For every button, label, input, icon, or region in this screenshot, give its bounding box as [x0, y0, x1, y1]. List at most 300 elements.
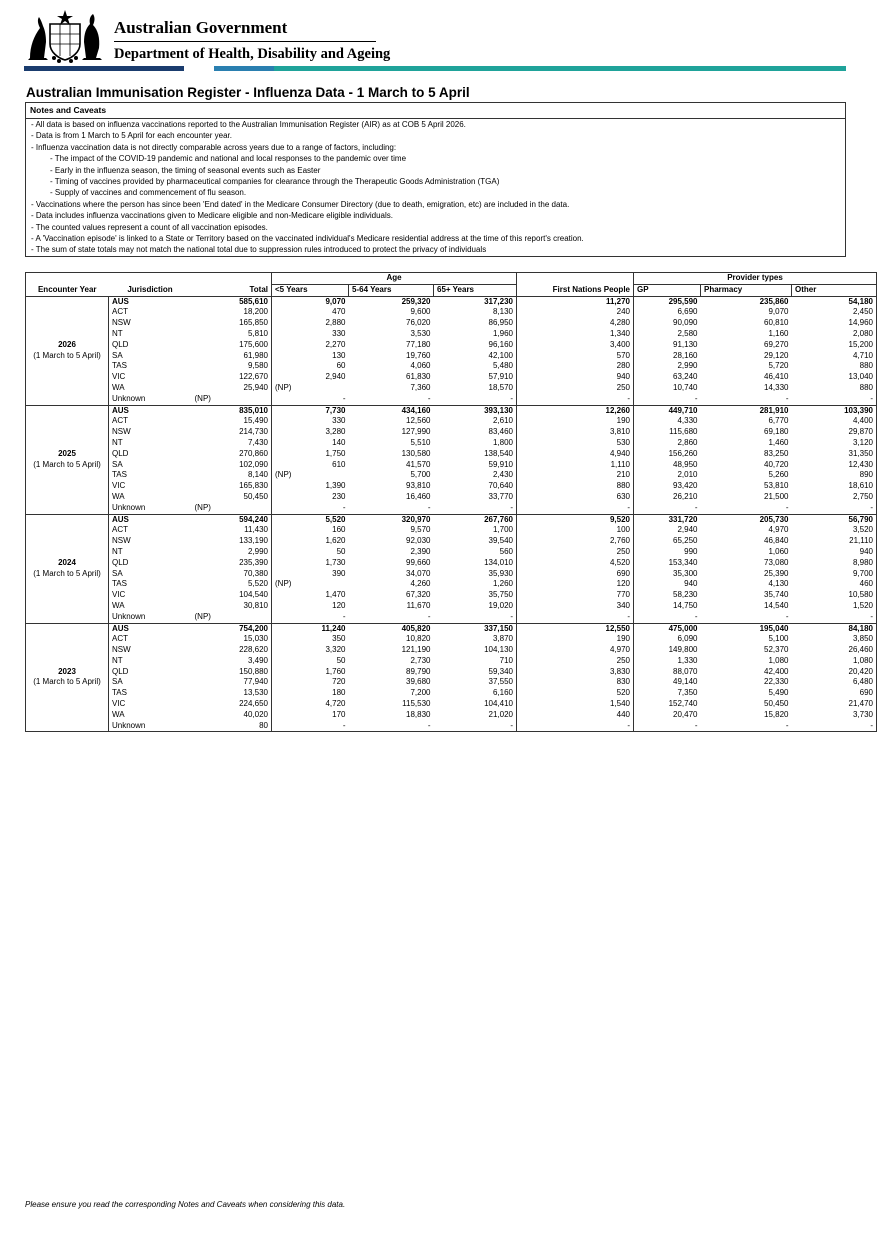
age-65-plus-cell: - [510, 611, 513, 621]
under-5-value: 60 [336, 361, 346, 371]
under-5-cell [272, 569, 349, 580]
under-5-value: 7,730 [325, 405, 346, 415]
total-value: 15,030 [243, 634, 268, 644]
jurisdiction-cell: QLD [112, 339, 129, 349]
jurisdiction-cell: QLD [112, 666, 129, 676]
col-other: Other [792, 284, 877, 296]
pharmacy-cell: 40,720 [764, 459, 789, 469]
age-65-plus-cell: 267,760 [434, 514, 517, 525]
first-nations-cell: 3,400 [517, 340, 634, 351]
pharmacy-cell: 281,910 [701, 405, 792, 416]
under-5-cell [272, 688, 349, 699]
gp-cell: 2,580 [634, 329, 701, 340]
pharmacy-cell: 5,720 [768, 361, 789, 371]
age-65-plus-cell: 42,100 [488, 350, 513, 360]
first-nations-cell: - [517, 503, 634, 514]
age-65-plus-cell: 59,340 [488, 666, 513, 676]
under-5-value: 50 [336, 546, 346, 556]
age-5-64-cell: 2,390 [410, 546, 431, 556]
table-row [26, 470, 877, 481]
first-nations-cell: 120 [517, 579, 634, 590]
encounter-year-cell [26, 569, 109, 580]
table-row [26, 329, 877, 340]
under-5-cell [272, 460, 349, 471]
under-5-value: 1,620 [325, 536, 346, 546]
gp-cell: 10,740 [634, 383, 701, 394]
other-cell: 460 [792, 579, 877, 590]
total-cell [192, 612, 272, 623]
pharmacy-cell: 83,250 [764, 448, 789, 458]
age-5-64-cell: - [427, 611, 431, 621]
page-header [24, 8, 854, 68]
age-5-64-cell: 320,970 [349, 514, 434, 525]
age-5-64-cell: 12,560 [406, 416, 431, 426]
gp-cell: 35,300 [634, 569, 701, 580]
age-5-64-cell: 2,730 [410, 655, 431, 665]
encounter-year-cell [26, 590, 109, 601]
total-value: 270,860 [239, 448, 268, 458]
total-cell [192, 623, 272, 634]
under-5-value: 3,280 [325, 427, 346, 437]
other-cell: 14,960 [792, 318, 877, 329]
gp-cell: 449,710 [634, 405, 701, 416]
first-nations-cell: 100 [517, 525, 634, 536]
under-5-value: 350 [332, 634, 346, 644]
age-5-64-cell: 77,180 [406, 339, 431, 349]
age-5-64-cell: 130,580 [401, 448, 431, 458]
encounter-year-cell [26, 351, 109, 362]
first-nations-cell: 570 [517, 351, 634, 362]
under-5-value: 470 [332, 307, 346, 317]
encounter-year-cell [26, 579, 109, 590]
jurisdiction-cell: NSW [112, 536, 131, 546]
table-row [26, 460, 877, 471]
other-cell: 880 [792, 383, 877, 394]
first-nations-cell: 440 [517, 710, 634, 721]
table-row [26, 634, 877, 645]
other-cell: - [792, 612, 877, 623]
table-row [26, 656, 877, 667]
age-65-plus-cell: 35,750 [488, 590, 513, 600]
under-5-cell [272, 470, 349, 481]
pharmacy-cell: 1,460 [768, 437, 789, 447]
under-5-cell [272, 438, 349, 449]
under-5-cell [272, 492, 349, 503]
other-cell: 2,450 [792, 307, 877, 318]
under-5-value: - [342, 502, 346, 512]
first-nations-cell: - [517, 612, 634, 623]
jurisdiction-cell: Unknown [112, 502, 146, 512]
under-5-value: 1,470 [325, 590, 346, 600]
under-5-value: - [342, 393, 346, 403]
under-5-value: 2,940 [325, 372, 346, 382]
age-group-header: Age [272, 273, 517, 285]
notes-body [26, 119, 845, 256]
pharmacy-cell: 5,490 [768, 688, 789, 698]
encounter-year-cell [26, 558, 109, 569]
jurisdiction-cell: ACT [112, 634, 128, 644]
table-row [26, 383, 877, 394]
total-value: 3,490 [247, 655, 268, 665]
pharmacy-cell: - [701, 721, 792, 732]
jurisdiction-cell: Unknown [109, 721, 192, 732]
total-value: 25,940 [243, 382, 268, 392]
suppressed-label: (NP) [275, 470, 292, 480]
under-5-cell [272, 361, 349, 372]
age-5-64-cell: 127,990 [401, 427, 431, 437]
under-5-cell [272, 677, 349, 688]
total-value: 70,380 [243, 568, 268, 578]
first-nations-cell: 1,340 [517, 329, 634, 340]
total-value: 165,830 [239, 481, 268, 491]
first-nations-cell: 340 [517, 601, 634, 612]
encounter-year-range: (1 March to 5 April) [33, 350, 101, 360]
pharmacy-cell: 1,080 [768, 655, 789, 665]
department-name: Department of Health, Disability and Ageing [114, 46, 391, 62]
encounter-year-cell [26, 372, 109, 383]
age-5-64-cell: 115,530 [402, 699, 431, 709]
total-value: 18,200 [243, 307, 268, 317]
other-cell: 29,870 [792, 427, 877, 438]
jurisdiction-cell: ACT [112, 416, 128, 426]
pharmacy-cell: 73,080 [764, 557, 789, 567]
encounter-year-cell [26, 699, 109, 710]
total-value: 77,940 [243, 677, 268, 687]
jurisdiction-cell: TAS [112, 470, 127, 480]
total-value: 122,670 [239, 372, 268, 382]
total-cell [192, 558, 272, 569]
under-5-cell [272, 416, 349, 427]
encounter-year-cell [26, 721, 109, 732]
under-5-cell [272, 699, 349, 710]
note-line: - A 'Vaccination episode' is linked to a State or Territory based on the vaccinated individual's Medicare residential address at the time of this report's creation. [31, 234, 584, 244]
under-5-cell [272, 623, 349, 634]
age-65-plus-cell: 317,230 [484, 296, 513, 306]
age-5-64-cell: 5,510 [410, 437, 431, 447]
total-cell [192, 351, 272, 362]
total-cell [192, 296, 272, 307]
table-body [26, 296, 877, 732]
note-line: - Vaccinations where the person has since been 'End dated' in the Medicare Consumer Directory (due to death, emigration, etc) are included in the data. [31, 199, 570, 209]
under-5-cell [272, 536, 349, 547]
first-nations-cell: 1,540 [517, 699, 634, 710]
table-row [26, 405, 877, 416]
under-5-value: 2,880 [325, 318, 346, 328]
note-line: - Early in the influenza season, the timing of seasonal events such as Easter [50, 165, 321, 175]
pharmacy-cell: 69,180 [764, 427, 789, 437]
total-cell [192, 394, 272, 405]
note-line: - Data includes influenza vaccinations given to Medicare eligible and non-Medicare eligible individuals. [31, 211, 393, 221]
gp-cell: 48,950 [634, 460, 701, 471]
table-row [26, 514, 877, 525]
gp-cell: 295,590 [634, 296, 701, 307]
encounter-year-cell [26, 645, 109, 656]
other-cell: 21,470 [792, 699, 877, 710]
first-nations-cell: 280 [517, 361, 634, 372]
pharmacy-cell: 1,160 [768, 328, 789, 338]
under-5-cell [272, 427, 349, 438]
encounter-year-cell [26, 394, 109, 405]
under-5-cell [272, 307, 349, 318]
gp-cell: 7,350 [634, 688, 701, 699]
first-nations-cell: 4,280 [517, 318, 634, 329]
pharmacy-cell: 46,840 [764, 536, 789, 546]
total-cell [192, 307, 272, 318]
encounter-year-cell [26, 438, 109, 449]
brand-color-bar [24, 66, 846, 71]
table-row [26, 340, 877, 351]
table-row [26, 569, 877, 580]
jurisdiction-cell: NT [112, 655, 123, 665]
other-cell: 3,730 [792, 710, 877, 721]
age-5-64-cell: - [349, 721, 434, 732]
under-5-value: 50 [336, 655, 346, 665]
age-65-plus-cell: 37,550 [488, 677, 513, 687]
col-first-nations: First Nations People [517, 284, 634, 296]
pharmacy-cell: 9,070 [768, 307, 789, 317]
first-nations-cell: 690 [517, 569, 634, 580]
gp-cell: 149,800 [634, 645, 701, 656]
gp-cell: 152,740 [634, 699, 701, 710]
jurisdiction-cell: TAS [112, 688, 127, 698]
first-nations-cell: 3,810 [517, 427, 634, 438]
gp-cell: - [634, 394, 701, 405]
total-value: 214,730 [239, 427, 268, 437]
age-5-64-cell: 7,360 [410, 382, 431, 392]
age-5-64-cell: 41,570 [406, 459, 431, 469]
jurisdiction-cell: QLD [112, 557, 129, 567]
age-65-plus-cell: 1,800 [492, 437, 513, 447]
first-nations-cell: 630 [517, 492, 634, 503]
suppressed-label: (NP) [194, 611, 211, 621]
under-5-cell [272, 351, 349, 362]
table-row [26, 688, 877, 699]
age-65-plus-cell: 1,260 [492, 579, 513, 589]
other-cell: 1,520 [792, 601, 877, 612]
pharmacy-cell: 5,260 [768, 470, 789, 480]
first-nations-cell: - [517, 721, 634, 732]
pharmacy-cell: 25,390 [764, 568, 789, 578]
age-65-plus-cell: 19,020 [488, 600, 513, 610]
other-cell: 3,520 [792, 525, 877, 536]
total-value: 80 [259, 720, 268, 730]
age-5-64-cell: 259,320 [401, 296, 431, 306]
total-value: 224,650 [239, 699, 268, 709]
under-5-cell [272, 372, 349, 383]
total-value: 50,450 [243, 491, 268, 501]
government-name: Australian Government [114, 18, 288, 37]
total-value: 9,580 [247, 361, 268, 371]
age-5-64-cell: 434,160 [349, 405, 434, 416]
table-row [26, 427, 877, 438]
other-cell: 1,080 [792, 656, 877, 667]
other-cell: 880 [792, 361, 877, 372]
age-65-plus-cell: 83,460 [488, 427, 513, 437]
gp-cell: - [634, 612, 701, 623]
col-5-64: 5-64 Years [349, 284, 434, 296]
total-cell [192, 361, 272, 372]
age-65-plus-cell: - [510, 502, 513, 512]
under-5-cell [272, 721, 349, 732]
pharmacy-cell: 53,810 [764, 481, 789, 491]
under-5-cell [272, 514, 349, 525]
encounter-year-cell [26, 612, 109, 623]
under-5-value: 11,240 [321, 623, 346, 633]
table-row [26, 503, 877, 514]
pharmacy-cell: 46,410 [764, 372, 789, 382]
total-cell [192, 372, 272, 383]
first-nations-cell: 11,270 [517, 296, 634, 307]
under-5-value: 1,750 [325, 448, 346, 458]
total-cell [192, 590, 272, 601]
first-nations-cell: 9,520 [517, 514, 634, 525]
pharmacy-cell: 14,330 [764, 382, 789, 392]
other-cell: 2,080 [792, 329, 877, 340]
other-cell: 9,700 [792, 569, 877, 580]
note-line: - The impact of the COVID-19 pandemic and national and local responses to the pandemic over time [50, 154, 407, 164]
age-65-plus-cell: 33,770 [488, 491, 513, 501]
total-cell [192, 688, 272, 699]
other-cell: - [792, 394, 877, 405]
jurisdiction-cell: SA [112, 568, 123, 578]
total-cell [192, 699, 272, 710]
total-cell [192, 449, 272, 460]
age-65-plus-cell: 3,870 [492, 634, 513, 644]
pharmacy-cell: 29,120 [764, 350, 789, 360]
gp-cell: 475,000 [634, 623, 701, 634]
gp-cell: 940 [634, 579, 701, 590]
pharmacy-cell: - [785, 502, 789, 512]
jurisdiction-cell: NT [112, 328, 123, 338]
first-nations-cell: - [517, 394, 634, 405]
encounter-year: 2026 [58, 339, 76, 349]
age-5-64-cell: 19,760 [406, 350, 431, 360]
under-5-value: 180 [332, 688, 346, 698]
under-5-value: 330 [332, 416, 346, 426]
other-cell: 20,420 [792, 667, 877, 678]
gp-cell: 20,470 [634, 710, 701, 721]
table-row [26, 416, 877, 427]
first-nations-cell: 240 [517, 307, 634, 318]
total-cell [192, 710, 272, 721]
gp-cell: 88,070 [634, 667, 701, 678]
under-5-value: 140 [332, 437, 346, 447]
first-nations-cell: 250 [517, 383, 634, 394]
total-value: 15,490 [243, 416, 268, 426]
table-row [26, 492, 877, 503]
gp-cell: 990 [634, 547, 701, 558]
under-5-cell [272, 656, 349, 667]
first-nations-cell: 4,970 [517, 645, 634, 656]
age-5-64-cell: 92,030 [406, 536, 431, 546]
first-nations-cell: 2,760 [517, 536, 634, 547]
col-65-plus: 65+ Years [434, 284, 517, 296]
encounter-year-cell [26, 492, 109, 503]
note-line: - The sum of state totals may not match the national total due to suppression rules introduced to protect the privacy of individuals [31, 245, 487, 255]
under-5-value: 1,390 [325, 481, 346, 491]
total-cell [192, 645, 272, 656]
jurisdiction-cell: AUS [112, 296, 129, 306]
jurisdiction-cell: Unknown [112, 611, 146, 621]
suppressed-label: (NP) [194, 393, 211, 403]
pharmacy-cell: 1,060 [768, 546, 789, 556]
pharmacy-cell: - [785, 611, 789, 621]
total-value: 228,620 [239, 645, 268, 655]
table-row [26, 394, 877, 405]
table-row [26, 558, 877, 569]
first-nations-cell: 190 [517, 416, 634, 427]
jurisdiction-cell: WA [112, 600, 125, 610]
pharmacy-cell: 21,500 [764, 491, 789, 501]
encounter-year-cell [26, 656, 109, 667]
note-line: - Data is from 1 March to 5 April for each encounter year. [31, 131, 232, 141]
encounter-year-cell [26, 623, 109, 634]
total-value: 13,530 [243, 688, 268, 698]
under-5-value: 2,270 [325, 339, 346, 349]
age-5-64-cell: 99,660 [406, 557, 431, 567]
under-5-value: 330 [332, 328, 346, 338]
encounter-year: 2025 [58, 448, 76, 458]
jurisdiction-cell: QLD [112, 448, 129, 458]
total-value: 30,810 [243, 600, 268, 610]
under-5-cell [272, 547, 349, 558]
pharmacy-cell: 50,450 [764, 699, 789, 709]
jurisdiction-cell: ACT [112, 307, 128, 317]
total-value: 594,240 [239, 514, 268, 524]
under-5-value: 230 [332, 491, 346, 501]
gp-cell: 4,330 [634, 416, 701, 427]
gp-cell: 156,260 [634, 449, 701, 460]
jurisdiction-cell: AUS [109, 514, 192, 525]
first-nations-cell: 3,830 [517, 667, 634, 678]
under-5-cell [272, 449, 349, 460]
other-cell: 3,120 [792, 438, 877, 449]
age-65-plus-cell: 35,930 [488, 568, 513, 578]
gp-cell: 26,210 [634, 492, 701, 503]
coat-of-arms-icon [24, 8, 106, 64]
encounter-year-cell [26, 449, 109, 460]
age-5-64-cell: 10,820 [406, 634, 431, 644]
table-row [26, 361, 877, 372]
under-5-cell [272, 394, 349, 405]
total-value: 585,610 [239, 296, 268, 306]
under-5-cell [272, 383, 349, 394]
age-5-64-cell: 11,670 [406, 600, 431, 610]
under-5-value: - [342, 611, 346, 621]
under-5-cell [272, 612, 349, 623]
total-value: 8,140 [247, 470, 268, 480]
age-5-64-cell: 4,060 [410, 361, 431, 371]
encounter-year-cell [26, 677, 109, 688]
age-65-plus-cell: 710 [499, 655, 513, 665]
under-5-cell [272, 590, 349, 601]
pharmacy-cell: 22,330 [764, 677, 789, 687]
total-value: 133,190 [239, 536, 268, 546]
other-cell: 890 [792, 470, 877, 481]
encounter-year-cell [26, 547, 109, 558]
under-5-cell [272, 481, 349, 492]
total-cell [192, 667, 272, 678]
age-65-plus-cell: 5,480 [492, 361, 513, 371]
total-cell [192, 470, 272, 481]
pharmacy-cell: - [785, 393, 789, 403]
encounter-year: 2023 [58, 666, 76, 676]
table-row [26, 525, 877, 536]
other-cell: 13,040 [792, 372, 877, 383]
jurisdiction-cell: SA [112, 350, 123, 360]
under-5-cell [272, 296, 349, 307]
age-5-64-cell: 61,830 [406, 372, 431, 382]
